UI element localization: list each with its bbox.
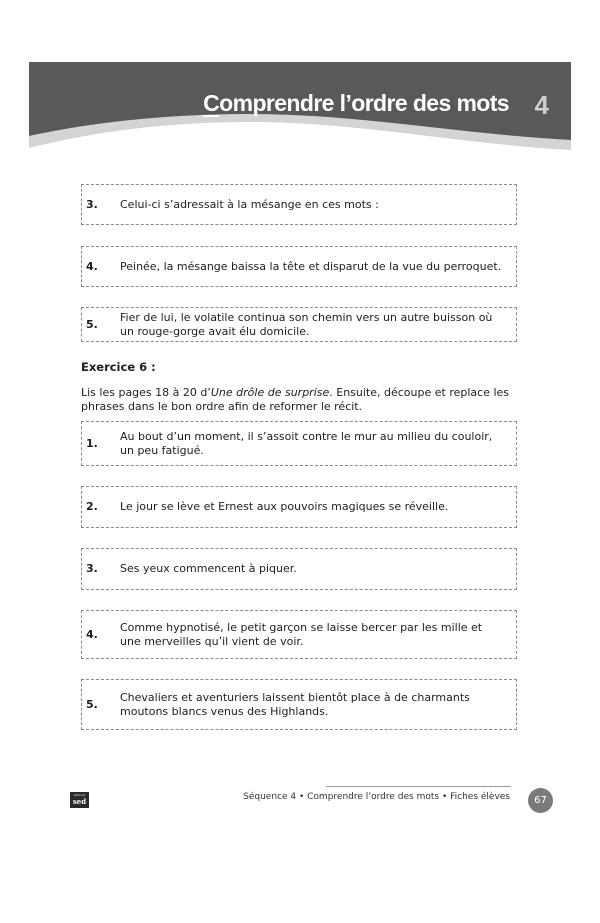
footer-text: Séquence 4 • Comprendre l’ordre des mots • Fiches élèves: [243, 792, 510, 802]
sentence-number: 4.: [86, 627, 98, 641]
sentence-text: Ses yeux commencent à piquer.: [120, 562, 297, 575]
sentence-number: 5.: [86, 697, 98, 711]
sentence-number: 4.: [86, 259, 98, 273]
sentence-box: [81, 610, 517, 659]
logo-small-text: éditions: [73, 794, 86, 798]
sentence-text: Peinée, la mésange baissa la tête et disparut de la vue du perroquet.: [120, 259, 502, 273]
sentence-box: [81, 184, 517, 225]
page-title: [203, 90, 509, 117]
exercise-title: Exercice 6 :: [81, 360, 156, 374]
page-header: [29, 62, 571, 158]
sentence-number: 1.: [86, 436, 98, 450]
exercise-instruction: [81, 386, 521, 414]
sentence-text: Fier de lui, le volatile continua son chemin vers un autre buisson où un rouge-gorge avait élu domicile.: [120, 310, 493, 338]
instruction-after: . Ensuite, découpe et replace les phrases dans le bon ordre afin de reformer le récit.: [81, 386, 510, 413]
page-title-initial: C: [203, 90, 220, 116]
sentence-box: [81, 421, 517, 466]
footer-divider: [326, 786, 511, 787]
sentence-box: [81, 486, 517, 528]
publisher-logo: [70, 792, 89, 808]
sentence-box: [81, 548, 517, 590]
book-title: Une drôle de surprise: [210, 386, 330, 399]
sentence-text: Comme hypnotisé, le petit garçon se laisse bercer par les mille et une merveilles qu’il vient de voir.: [120, 620, 483, 648]
sentence-box: [81, 307, 517, 342]
sequence-number: 4: [534, 90, 549, 120]
sentence-text: Celui-ci s’adressait à la mésange en ces mots :: [120, 197, 379, 211]
sentence-text: Chevaliers et aventuriers laissent bientôt place à de charmants moutons blancs venus des Highlands.: [120, 690, 470, 718]
sentence-number: 3.: [86, 197, 98, 211]
sentence-box: [81, 246, 517, 287]
sentence-number: 2.: [86, 500, 98, 513]
sentence-box: [81, 679, 517, 730]
sentence-number: 3.: [86, 562, 98, 575]
page-title-rest: omprendre l’ordre des mots: [219, 90, 509, 116]
sentence-text: Au bout d’un moment, il s’assoit contre le mur au milieu du couloir, un peu fatigué.: [120, 429, 493, 457]
sentence-number: 5.: [86, 317, 98, 331]
page-number: 67: [528, 788, 553, 813]
sentence-text: Le jour se lève et Ernest aux pouvoirs magiques se réveille.: [120, 500, 449, 513]
logo-big-text: sed: [72, 796, 87, 806]
instruction-before: Lis les pages 18 à 20 d’: [81, 386, 211, 399]
